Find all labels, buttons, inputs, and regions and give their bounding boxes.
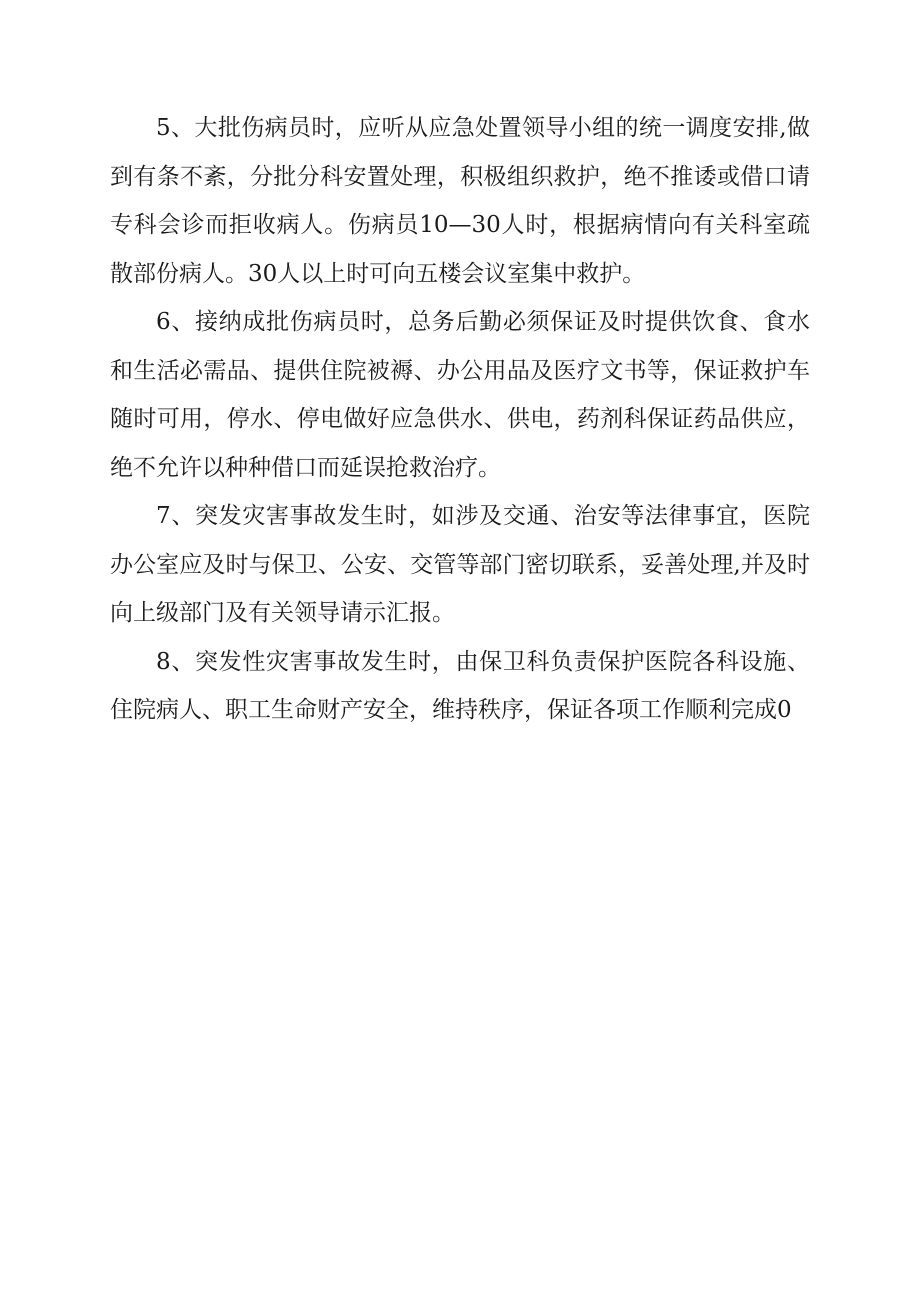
paragraph-item-6: 6、接纳成批伤病员时，总务后勤必须保证及时提供饮食、食水和生活必需品、提供住院被褥、办公用品及医疗文书等，保证救护车随时可用，停水、停电做好应急供水、供电，药剂科保证药品供应，绝不允许以种种借口而延误抢救治疗。 (110, 309, 810, 481)
document-body (110, 104, 810, 735)
paragraph-item-8: 8、突发性灾害事故发生时，由保卫科负责保护医院各科设施、住院病人、职工生命财产安全，维持秩序，保证各项工作顺利完成0 (110, 648, 810, 723)
paragraph-item-7: 7、突发灾害事故发生时，如涉及交通、治安等法律事宜，医院办公室应及时与保卫、公安、交管等部门密切联系，妥善处理,并及时向上级部门及有关领导请示汇报。 (110, 503, 810, 626)
paragraph-item-5: 5、大批伤病员时，应听从应急处置领导小组的统一调度安排,做到有条不紊，分批分科安置处理，积极组织救护，绝不推诿或借口请专科会诊而拒收病人。伤病员10—30人时，根据病情向有关科室疏散部份病人。30人以上时可向五楼会议室集中救护。 (110, 115, 810, 287)
